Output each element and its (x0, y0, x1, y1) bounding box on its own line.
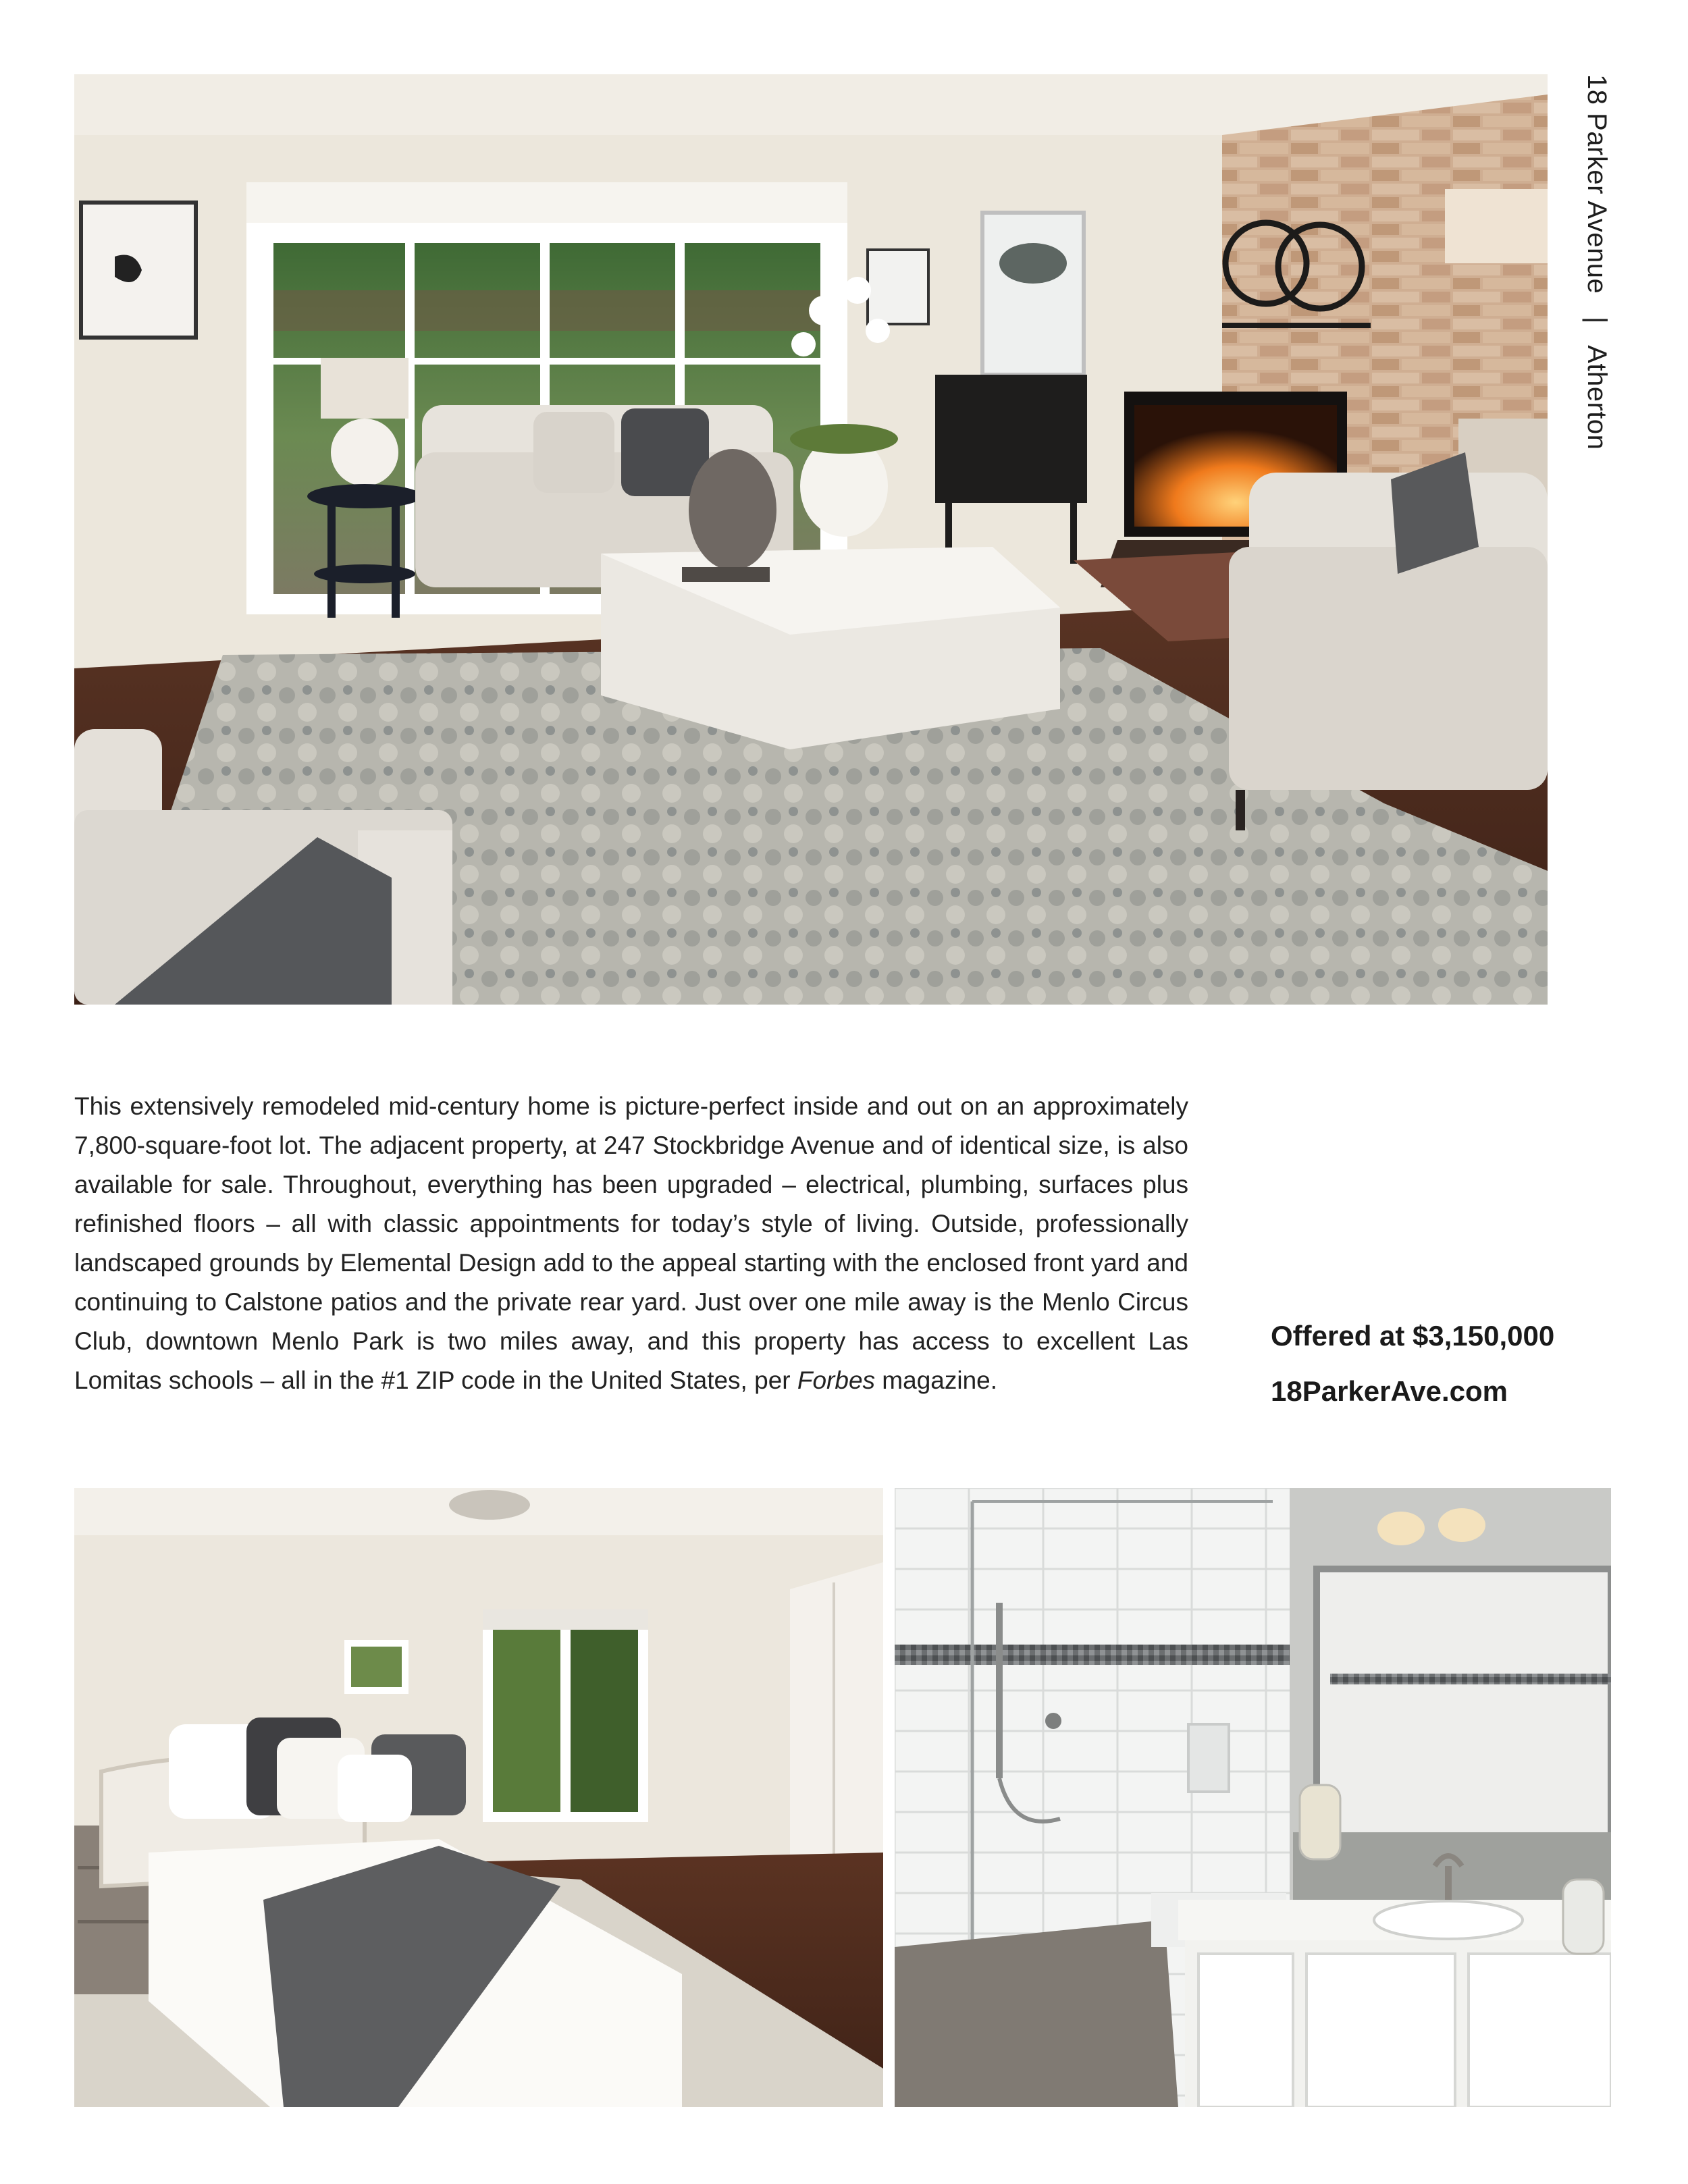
address-separator: | (1582, 316, 1612, 324)
living-room-photo (74, 74, 1548, 1005)
description-publication: Forbes (797, 1366, 876, 1394)
property-description (74, 1087, 1188, 1400)
offer-price: Offered at $3,150,000 (1271, 1320, 1555, 1352)
property-website-link[interactable]: 18ParkerAve.com (1271, 1375, 1508, 1407)
description-text: This extensively remodeled mid-century home is picture-perfect inside and out on an approximately 7,800-square-foot lot. The adjacent property, at 247 Stockbridge Avenue and of identical size, is also available for sale. Throughout, everything has been upgraded – electrical, plumbing, surfaces plus refinished floors – all with classic appointments for today’s style of living. Outside, professionally landscaped grounds by Elemental Design add to the appeal starting with the enclosed front yard and continuing to Calstone patios and the private rear yard. Just over one mile away is the Menlo Circus Club, downtown Menlo Park is two miles away, and this property has access to excellent Las Lomitas schools – all in the #1 ZIP code in the United States, per (74, 1092, 1188, 1394)
bedroom-photo (74, 1488, 883, 2107)
description-text-end: magazine. (875, 1366, 998, 1394)
property-city: Atherton (1582, 345, 1612, 450)
property-address-vertical (1573, 74, 1620, 479)
bathroom-photo (895, 1488, 1611, 2107)
offer-block (1271, 1316, 1622, 1411)
property-address: 18 Parker Avenue (1582, 74, 1612, 294)
